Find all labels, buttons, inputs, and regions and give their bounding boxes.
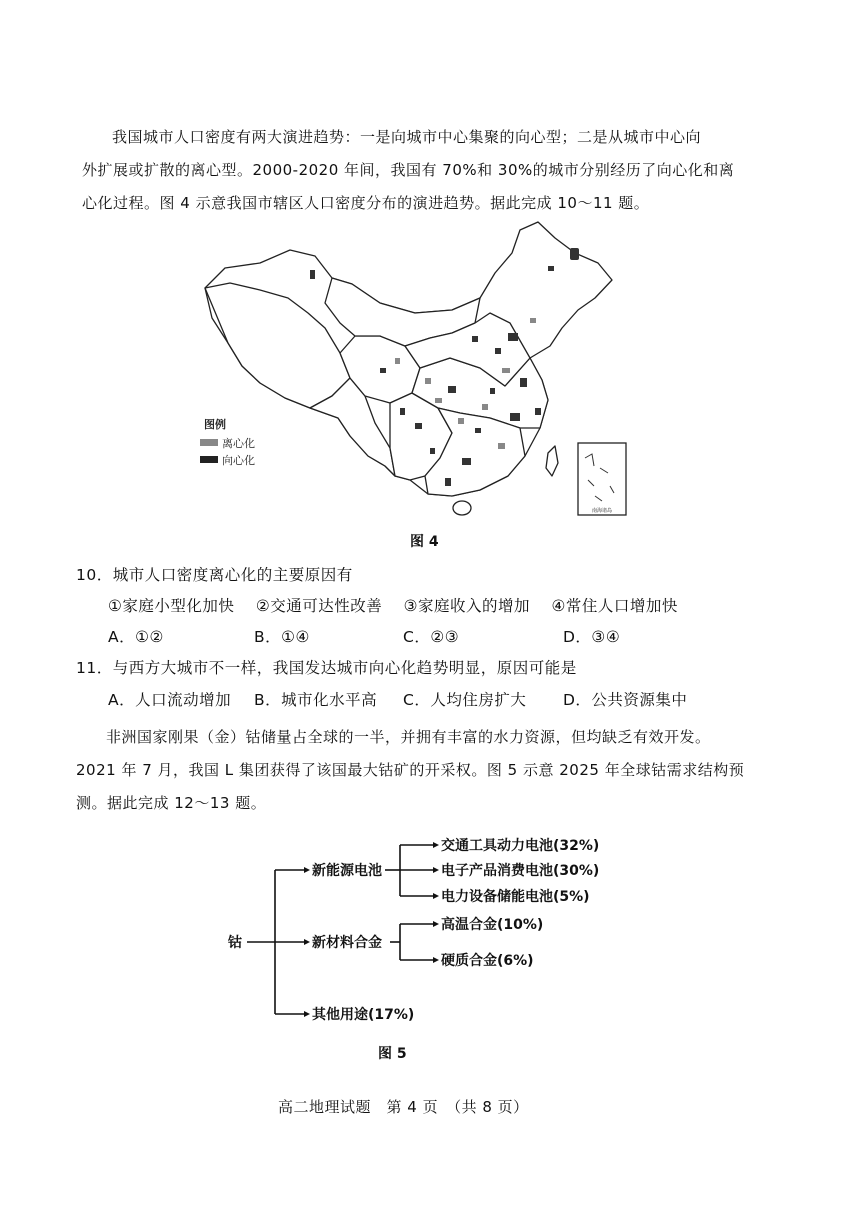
q11-option-d: D．公共资源集中 — [563, 691, 688, 709]
legend-label-centrifugal: 离心化 — [222, 437, 255, 450]
q10-stem: 10．城市人口密度离心化的主要原因有 — [76, 566, 353, 584]
inset-label: 南海诸岛 — [591, 508, 613, 514]
q10-option-d: D．③④ — [563, 628, 621, 646]
tree-leaf-hard-alloy: 硬质合金(6%) — [441, 953, 534, 969]
legend-label-centripetal: 向心化 — [222, 454, 255, 467]
tree-branch-battery: 新能源电池 — [312, 863, 382, 879]
tree-leaf-storage-battery: 电力设备储能电池(5%) — [441, 889, 590, 905]
q10-items: ①家庭小型化加快 ②交通可达性改善 ③家庭收入的增加 ④常住人口增加快 — [108, 597, 678, 615]
page-footer: 高二地理试题 第 4 页 （共 8 页） — [278, 1098, 529, 1116]
intro1-line2: 外扩展或扩散的离心型。2000-2020 年间，我国有 70%和 30%的城市分别经历了向心化和离 — [82, 161, 735, 179]
q11-option-a: A．人口流动增加 — [108, 691, 232, 709]
tree-branch-alloy: 新材料合金 — [312, 935, 382, 951]
figure5-caption: 图 5 — [378, 1046, 407, 1062]
q10-option-b: B．①④ — [254, 628, 310, 646]
tree-branch-other: 其他用途(17%) — [312, 1007, 415, 1023]
tree-root-cobalt: 钴 — [228, 935, 242, 951]
q10-option-a: A．①② — [108, 628, 164, 646]
q11-option-c: C．人均住房扩大 — [403, 691, 527, 709]
intro1-line3: 心化过程。图 4 示意我国市辖区人口密度分布的演进趋势。据此完成 10～11 题。 — [82, 194, 650, 212]
legend-title: 图例 — [204, 418, 226, 431]
tree-leaf-vehicle-battery: 交通工具动力电池(32%) — [441, 838, 600, 854]
tree-leaf-electronics-battery: 电子产品消费电池(30%) — [441, 863, 600, 879]
tree-leaf-high-temp-alloy: 高温合金(10%) — [441, 917, 544, 933]
intro2-line3: 测。据此完成 12～13 题。 — [76, 794, 267, 812]
q10-option-c: C．②③ — [403, 628, 460, 646]
q11-stem: 11．与西方大城市不一样，我国发达城市向心化趋势明显，原因可能是 — [76, 659, 577, 677]
q11-option-b: B．城市化水平高 — [254, 691, 378, 709]
intro2-line2: 2021 年 7 月，我国 L 集团获得了该国最大钴矿的开采权。图 5 示意 2025 年全球钴需求结构预 — [76, 761, 745, 779]
figure4-caption: 图 4 — [410, 534, 439, 550]
intro2-line1: 非洲国家刚果（金）钴储量占全球的一半，并拥有丰富的水力资源，但均缺乏有效开发。 — [106, 728, 711, 746]
intro1-line1: 我国城市人口密度有两大演进趋势：一是向城市中心集聚的向心型；二是从城市中心向 — [112, 128, 702, 146]
